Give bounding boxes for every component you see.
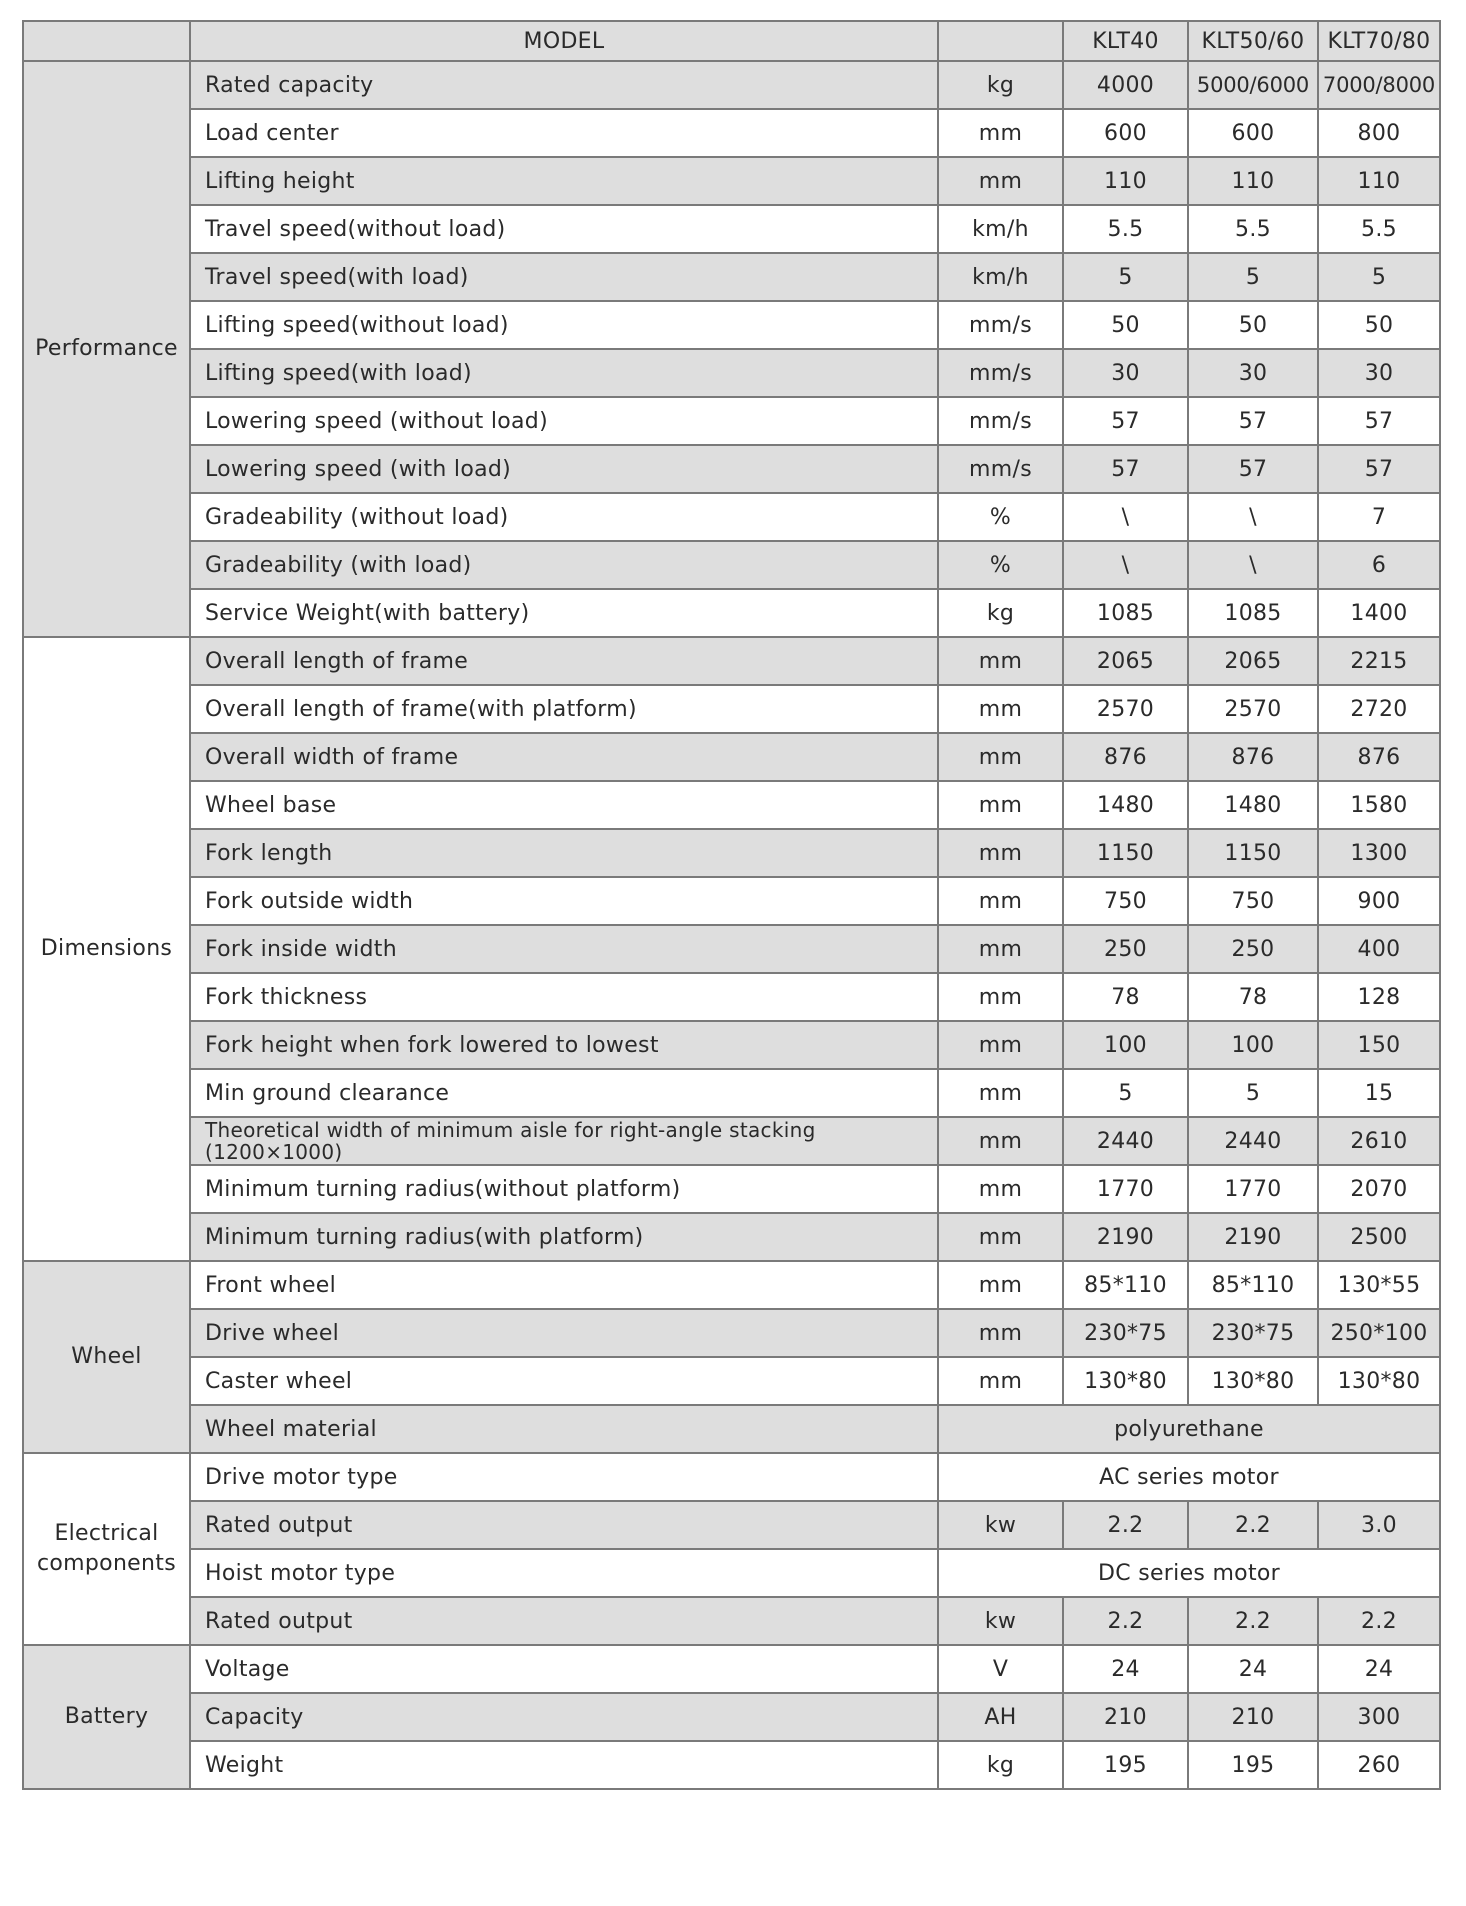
table-row <box>23 1453 1440 1501</box>
unit-cell: kw <box>938 1501 1063 1549</box>
table-row <box>23 1549 1440 1597</box>
unit-cell: mm <box>938 877 1063 925</box>
table-row <box>23 445 1440 493</box>
merged-value: polyurethane <box>938 1405 1440 1453</box>
unit-cell: mm <box>938 829 1063 877</box>
table-row <box>23 1021 1440 1069</box>
param-label: Rated output <box>190 1501 938 1549</box>
value-cell-klt70-80: 2720 <box>1318 685 1440 733</box>
value-cell-klt40: 2.2 <box>1063 1597 1188 1645</box>
table-row <box>23 157 1440 205</box>
param-label: Fork height when fork lowered to lowest <box>190 1021 938 1069</box>
table-row <box>23 733 1440 781</box>
value-cell-klt50-60: 195 <box>1188 1741 1318 1789</box>
table-row <box>23 493 1440 541</box>
value-cell-klt70-80: 5 <box>1318 253 1440 301</box>
param-label: Min ground clearance <box>190 1069 938 1117</box>
value-cell-klt40: 2440 <box>1063 1117 1188 1165</box>
value-cell-klt70-80: 300 <box>1318 1693 1440 1741</box>
value-cell-klt40: 195 <box>1063 1741 1188 1789</box>
param-label: Hoist motor type <box>190 1549 938 1597</box>
value-cell-klt40: 30 <box>1063 349 1188 397</box>
value-cell-klt50-60: 130*80 <box>1188 1357 1318 1405</box>
table-row <box>23 109 1440 157</box>
table-row <box>23 1405 1440 1453</box>
table-row <box>23 637 1440 685</box>
value-cell-klt70-80: 400 <box>1318 925 1440 973</box>
value-cell-klt70-80: 900 <box>1318 877 1440 925</box>
value-cell-klt40: 1770 <box>1063 1165 1188 1213</box>
value-cell-klt50-60: \ <box>1188 541 1318 589</box>
value-cell-klt50-60: 50 <box>1188 301 1318 349</box>
table-row <box>23 1165 1440 1213</box>
value-cell-klt70-80: 24 <box>1318 1645 1440 1693</box>
table-row <box>23 1645 1440 1693</box>
value-cell-klt40: 1480 <box>1063 781 1188 829</box>
value-cell-klt50-60: 100 <box>1188 1021 1318 1069</box>
unit-cell: % <box>938 541 1063 589</box>
value-cell-klt40: 1150 <box>1063 829 1188 877</box>
value-cell-klt40: 57 <box>1063 397 1188 445</box>
param-label: Travel speed(with load) <box>190 253 938 301</box>
spec-table <box>22 20 1441 1790</box>
param-label: Fork length <box>190 829 938 877</box>
param-label: Gradeability (without load) <box>190 493 938 541</box>
value-cell-klt70-80: 50 <box>1318 301 1440 349</box>
value-cell-klt50-60: 110 <box>1188 157 1318 205</box>
value-cell-klt70-80: 250*100 <box>1318 1309 1440 1357</box>
value-cell-klt50-60: 57 <box>1188 397 1318 445</box>
value-cell-klt40: 750 <box>1063 877 1188 925</box>
value-cell-klt70-80: 15 <box>1318 1069 1440 1117</box>
value-cell-klt70-80: 128 <box>1318 973 1440 1021</box>
unit-cell: mm <box>938 1357 1063 1405</box>
unit-cell: mm <box>938 1021 1063 1069</box>
value-cell-klt50-60: 1085 <box>1188 589 1318 637</box>
table-row <box>23 1501 1440 1549</box>
value-cell-klt40: 110 <box>1063 157 1188 205</box>
value-cell-klt50-60: 5 <box>1188 253 1318 301</box>
table-row <box>23 61 1440 109</box>
unit-cell: kg <box>938 589 1063 637</box>
value-cell-klt50-60: 85*110 <box>1188 1261 1318 1309</box>
value-cell-klt50-60: 1150 <box>1188 829 1318 877</box>
table-row <box>23 877 1440 925</box>
unit-cell: mm <box>938 109 1063 157</box>
value-cell-klt50-60: 2190 <box>1188 1213 1318 1261</box>
value-cell-klt70-80: 1300 <box>1318 829 1440 877</box>
value-cell-klt40: 24 <box>1063 1645 1188 1693</box>
param-label: Drive wheel <box>190 1309 938 1357</box>
value-cell-klt70-80: 130*80 <box>1318 1357 1440 1405</box>
param-label: Minimum turning radius(without platform) <box>190 1165 938 1213</box>
value-cell-klt40: 600 <box>1063 109 1188 157</box>
value-cell-klt70-80: 30 <box>1318 349 1440 397</box>
value-cell-klt40: 5 <box>1063 1069 1188 1117</box>
value-cell-klt50-60: 250 <box>1188 925 1318 973</box>
unit-cell: % <box>938 493 1063 541</box>
param-label: Lowering speed (without load) <box>190 397 938 445</box>
value-cell-klt70-80: 110 <box>1318 157 1440 205</box>
param-label: Theoretical width of minimum aisle for right-angle stacking (1200×1000) <box>190 1117 938 1165</box>
table-row <box>23 253 1440 301</box>
value-cell-klt40: 210 <box>1063 1693 1188 1741</box>
value-cell-klt50-60: 210 <box>1188 1693 1318 1741</box>
unit-cell: mm <box>938 1261 1063 1309</box>
param-label: Overall length of frame <box>190 637 938 685</box>
value-cell-klt70-80: 7 <box>1318 493 1440 541</box>
param-label: Voltage <box>190 1645 938 1693</box>
value-cell-klt70-80: 2610 <box>1318 1117 1440 1165</box>
value-cell-klt40: 57 <box>1063 445 1188 493</box>
param-label: Lifting speed(without load) <box>190 301 938 349</box>
param-label: Travel speed(without load) <box>190 205 938 253</box>
value-cell-klt40: 4000 <box>1063 61 1188 109</box>
value-cell-klt70-80: 1400 <box>1318 589 1440 637</box>
value-cell-klt50-60: 30 <box>1188 349 1318 397</box>
model-header-klt50-60: KLT50/60 <box>1188 21 1318 61</box>
value-cell-klt70-80: 2215 <box>1318 637 1440 685</box>
table-row <box>23 349 1440 397</box>
unit-cell: mm <box>938 1117 1063 1165</box>
value-cell-klt50-60: 2570 <box>1188 685 1318 733</box>
value-cell-klt70-80: 800 <box>1318 109 1440 157</box>
value-cell-klt40: 1085 <box>1063 589 1188 637</box>
table-row <box>23 1741 1440 1789</box>
param-label: Fork thickness <box>190 973 938 1021</box>
param-label: Weight <box>190 1741 938 1789</box>
value-cell-klt50-60: 57 <box>1188 445 1318 493</box>
value-cell-klt70-80: 7000/8000 <box>1318 61 1440 109</box>
unit-cell: mm/s <box>938 349 1063 397</box>
value-cell-klt40: 130*80 <box>1063 1357 1188 1405</box>
model-label: MODEL <box>190 21 938 61</box>
table-row <box>23 301 1440 349</box>
table-row <box>23 973 1440 1021</box>
merged-value: AC series motor <box>938 1453 1440 1501</box>
value-cell-klt40: 2570 <box>1063 685 1188 733</box>
unit-cell: kg <box>938 1741 1063 1789</box>
value-cell-klt40: \ <box>1063 541 1188 589</box>
value-cell-klt70-80: 6 <box>1318 541 1440 589</box>
table-row <box>23 1357 1440 1405</box>
value-cell-klt70-80: 57 <box>1318 445 1440 493</box>
table-row <box>23 205 1440 253</box>
value-cell-klt40: 2.2 <box>1063 1501 1188 1549</box>
merged-value: DC series motor <box>938 1549 1440 1597</box>
param-label: Lowering speed (with load) <box>190 445 938 493</box>
value-cell-klt50-60: 2065 <box>1188 637 1318 685</box>
param-label: Wheel material <box>190 1405 938 1453</box>
unit-cell: mm <box>938 685 1063 733</box>
value-cell-klt70-80: 2.2 <box>1318 1597 1440 1645</box>
header-unit-cell <box>938 21 1063 61</box>
param-label: Fork inside width <box>190 925 938 973</box>
unit-cell: V <box>938 1645 1063 1693</box>
unit-cell: AH <box>938 1693 1063 1741</box>
value-cell-klt50-60: 2.2 <box>1188 1501 1318 1549</box>
value-cell-klt50-60: 5.5 <box>1188 205 1318 253</box>
value-cell-klt50-60: 876 <box>1188 733 1318 781</box>
param-label: Lifting speed(with load) <box>190 349 938 397</box>
value-cell-klt40: 230*75 <box>1063 1309 1188 1357</box>
value-cell-klt50-60: 750 <box>1188 877 1318 925</box>
value-cell-klt40: 100 <box>1063 1021 1188 1069</box>
table-row <box>23 1213 1440 1261</box>
value-cell-klt70-80: 130*55 <box>1318 1261 1440 1309</box>
unit-cell: mm <box>938 157 1063 205</box>
value-cell-klt40: 250 <box>1063 925 1188 973</box>
param-label: Service Weight(with battery) <box>190 589 938 637</box>
value-cell-klt40: 50 <box>1063 301 1188 349</box>
header-corner-cell <box>23 21 190 61</box>
unit-cell: km/h <box>938 253 1063 301</box>
unit-cell: mm <box>938 1069 1063 1117</box>
value-cell-klt70-80: 5.5 <box>1318 205 1440 253</box>
param-label: Wheel base <box>190 781 938 829</box>
unit-cell: kw <box>938 1597 1063 1645</box>
value-cell-klt40: 5 <box>1063 253 1188 301</box>
param-label: Rated output <box>190 1597 938 1645</box>
table-row <box>23 685 1440 733</box>
table-row <box>23 397 1440 445</box>
value-cell-klt40: 2065 <box>1063 637 1188 685</box>
unit-cell: kg <box>938 61 1063 109</box>
unit-cell: mm <box>938 973 1063 1021</box>
unit-cell: mm/s <box>938 301 1063 349</box>
param-label: Capacity <box>190 1693 938 1741</box>
value-cell-klt70-80: 1580 <box>1318 781 1440 829</box>
param-label: Overall width of frame <box>190 733 938 781</box>
table-row <box>23 589 1440 637</box>
value-cell-klt50-60: 24 <box>1188 1645 1318 1693</box>
param-label: Minimum turning radius(with platform) <box>190 1213 938 1261</box>
value-cell-klt50-60: 2.2 <box>1188 1597 1318 1645</box>
table-row <box>23 781 1440 829</box>
category-wheel: Wheel <box>23 1261 190 1453</box>
value-cell-klt40: \ <box>1063 493 1188 541</box>
value-cell-klt50-60: 2440 <box>1188 1117 1318 1165</box>
unit-cell: mm <box>938 1165 1063 1213</box>
table-row <box>23 1309 1440 1357</box>
value-cell-klt50-60: 78 <box>1188 973 1318 1021</box>
value-cell-klt50-60: 1480 <box>1188 781 1318 829</box>
param-label: Lifting height <box>190 157 938 205</box>
value-cell-klt50-60: \ <box>1188 493 1318 541</box>
value-cell-klt40: 85*110 <box>1063 1261 1188 1309</box>
table-row <box>23 1117 1440 1165</box>
unit-cell: mm <box>938 781 1063 829</box>
value-cell-klt70-80: 876 <box>1318 733 1440 781</box>
param-label: Caster wheel <box>190 1357 938 1405</box>
unit-cell: mm <box>938 733 1063 781</box>
table-row <box>23 1693 1440 1741</box>
value-cell-klt70-80: 3.0 <box>1318 1501 1440 1549</box>
value-cell-klt70-80: 2070 <box>1318 1165 1440 1213</box>
table-row <box>23 1597 1440 1645</box>
model-header-klt40: KLT40 <box>1063 21 1188 61</box>
category-battery: Battery <box>23 1645 190 1789</box>
unit-cell: km/h <box>938 205 1063 253</box>
value-cell-klt70-80: 2500 <box>1318 1213 1440 1261</box>
table-row <box>23 1261 1440 1309</box>
value-cell-klt50-60: 5 <box>1188 1069 1318 1117</box>
unit-cell: mm/s <box>938 445 1063 493</box>
model-header-klt70-80: KLT70/80 <box>1318 21 1440 61</box>
unit-cell: mm <box>938 925 1063 973</box>
param-label: Load center <box>190 109 938 157</box>
category-electrical-components: Electrical components <box>23 1453 190 1645</box>
table-row <box>23 1069 1440 1117</box>
value-cell-klt50-60: 600 <box>1188 109 1318 157</box>
value-cell-klt40: 5.5 <box>1063 205 1188 253</box>
param-label: Fork outside width <box>190 877 938 925</box>
value-cell-klt70-80: 260 <box>1318 1741 1440 1789</box>
table-row <box>23 541 1440 589</box>
value-cell-klt50-60: 1770 <box>1188 1165 1318 1213</box>
value-cell-klt70-80: 57 <box>1318 397 1440 445</box>
unit-cell: mm <box>938 1309 1063 1357</box>
param-label: Front wheel <box>190 1261 938 1309</box>
unit-cell: mm/s <box>938 397 1063 445</box>
table-row <box>23 925 1440 973</box>
value-cell-klt40: 2190 <box>1063 1213 1188 1261</box>
param-label: Drive motor type <box>190 1453 938 1501</box>
value-cell-klt50-60: 230*75 <box>1188 1309 1318 1357</box>
category-performance: Performance <box>23 61 190 637</box>
category-dimensions: Dimensions <box>23 637 190 1261</box>
value-cell-klt40: 876 <box>1063 733 1188 781</box>
value-cell-klt70-80: 150 <box>1318 1021 1440 1069</box>
param-label: Gradeability (with load) <box>190 541 938 589</box>
unit-cell: mm <box>938 1213 1063 1261</box>
table-row <box>23 829 1440 877</box>
value-cell-klt40: 78 <box>1063 973 1188 1021</box>
param-label: Overall length of frame(with platform) <box>190 685 938 733</box>
header-row <box>23 21 1440 61</box>
param-label: Rated capacity <box>190 61 938 109</box>
unit-cell: mm <box>938 637 1063 685</box>
value-cell-klt50-60: 5000/6000 <box>1188 61 1318 109</box>
